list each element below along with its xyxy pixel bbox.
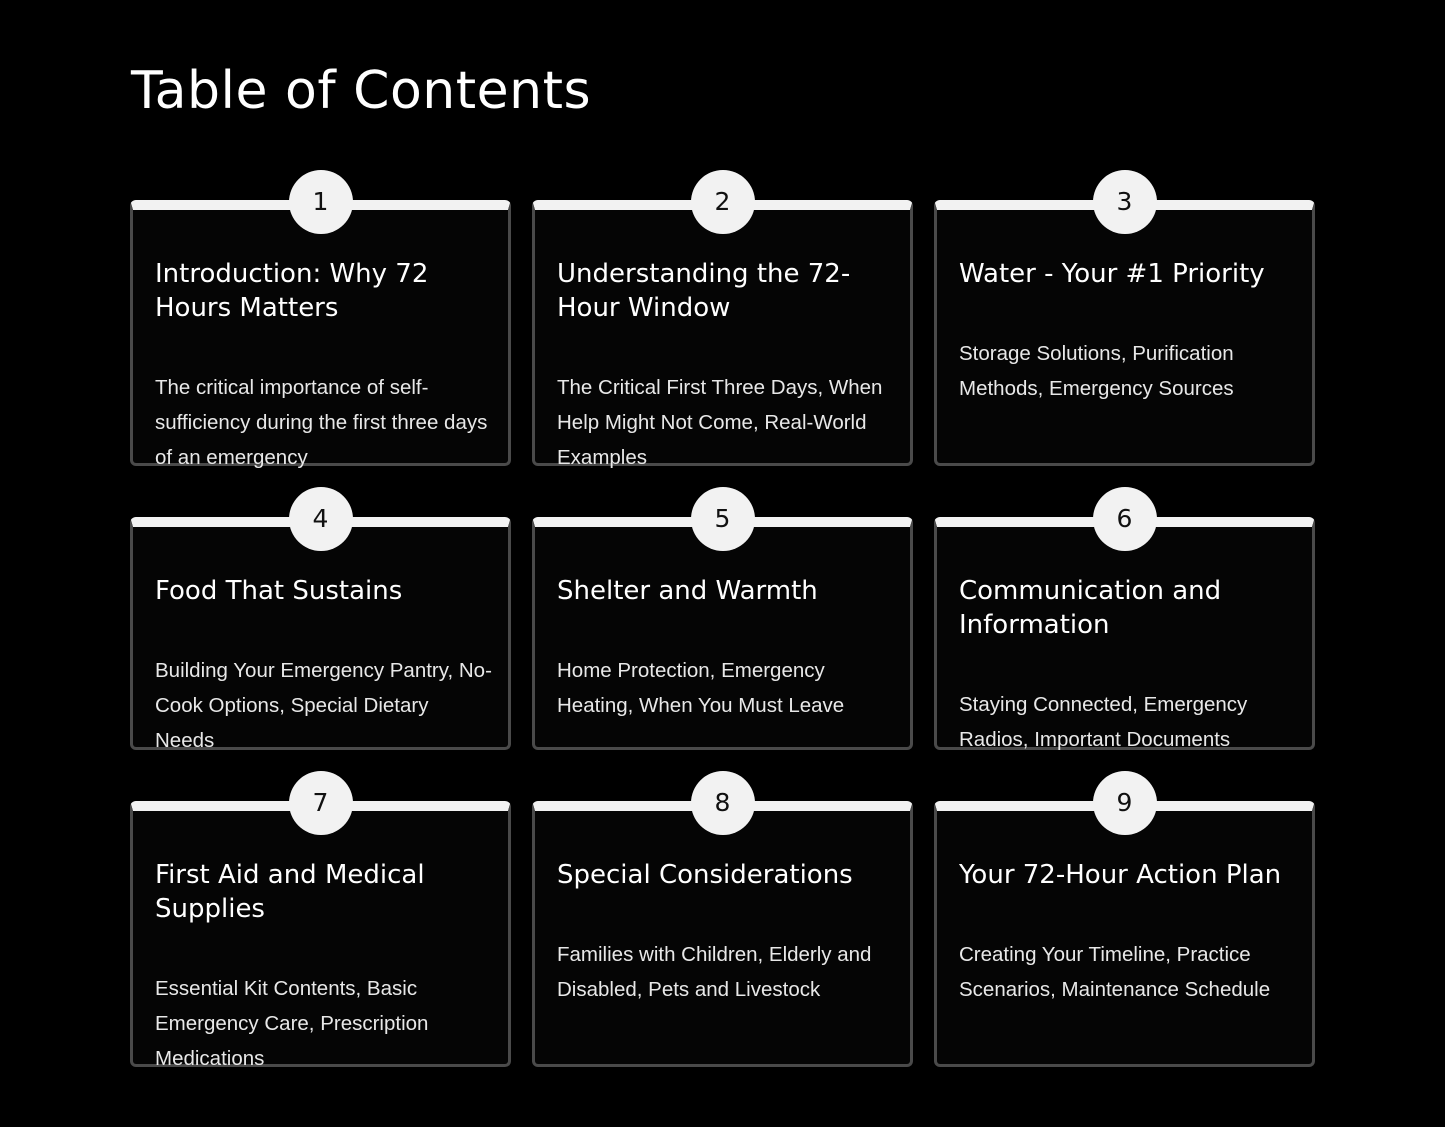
chapter-title: Communication and Information <box>959 576 1222 640</box>
chapter-grid <box>130 0 1316 1127</box>
chapter-card-7[interactable] <box>130 788 511 1070</box>
chapter-description: Families with Children, Elderly and Disabled, Pets and Livestock <box>557 943 872 1001</box>
chapter-card-1[interactable] <box>130 187 511 469</box>
chapter-card-9[interactable] <box>934 788 1315 1067</box>
chapter-card-3[interactable] <box>934 187 1315 466</box>
chapter-description: Building Your Emergency Pantry, No-Cook Options, Special Dietary Needs <box>155 659 492 752</box>
chapter-description: The critical importance of self-sufficiency during the first three days of an emergency <box>155 376 488 469</box>
chapter-card-2[interactable] <box>532 187 913 469</box>
chapter-title: First Aid and Medical Supplies <box>155 860 425 924</box>
chapter-number-badge: 6 <box>1093 487 1157 551</box>
chapter-card-4[interactable] <box>130 504 511 752</box>
chapter-description: The Critical First Three Days, When Help Might Not Come, Real-World Examples <box>557 376 883 469</box>
chapter-title: Water - Your #1 Priority <box>959 259 1265 289</box>
chapter-title: Food That Sustains <box>155 576 403 606</box>
chapter-card-5[interactable] <box>532 504 913 750</box>
chapter-number-badge: 7 <box>289 771 353 835</box>
chapter-description: Home Protection, Emergency Heating, When You Must Leave <box>557 659 845 717</box>
chapter-number-badge: 8 <box>691 771 755 835</box>
chapter-number-badge: 1 <box>289 170 353 234</box>
chapter-title: Your 72-Hour Action Plan <box>959 860 1282 890</box>
chapter-card-6[interactable] <box>934 504 1315 751</box>
chapter-number-badge: 4 <box>289 487 353 551</box>
chapter-number-badge: 5 <box>691 487 755 551</box>
chapter-number-badge: 9 <box>1093 771 1157 835</box>
chapter-description: Creating Your Timeline, Practice Scenarios, Maintenance Schedule <box>959 943 1271 1001</box>
chapter-title: Shelter and Warmth <box>557 576 818 606</box>
chapter-number-badge: 2 <box>691 170 755 234</box>
chapter-description: Essential Kit Contents, Basic Emergency Care, Prescription Medications <box>155 977 429 1070</box>
chapter-title: Special Considerations <box>557 860 853 890</box>
page-title: Table of Contents <box>131 61 592 121</box>
chapter-title: Understanding the 72-Hour Window <box>557 259 851 323</box>
chapter-card-8[interactable] <box>532 788 913 1067</box>
chapter-title: Introduction: Why 72 Hours Matters <box>155 259 429 323</box>
chapter-description: Staying Connected, Emergency Radios, Important Documents <box>959 693 1248 751</box>
chapter-description: Storage Solutions, Purification Methods, Emergency Sources <box>959 342 1234 400</box>
chapter-number-badge: 3 <box>1093 170 1157 234</box>
